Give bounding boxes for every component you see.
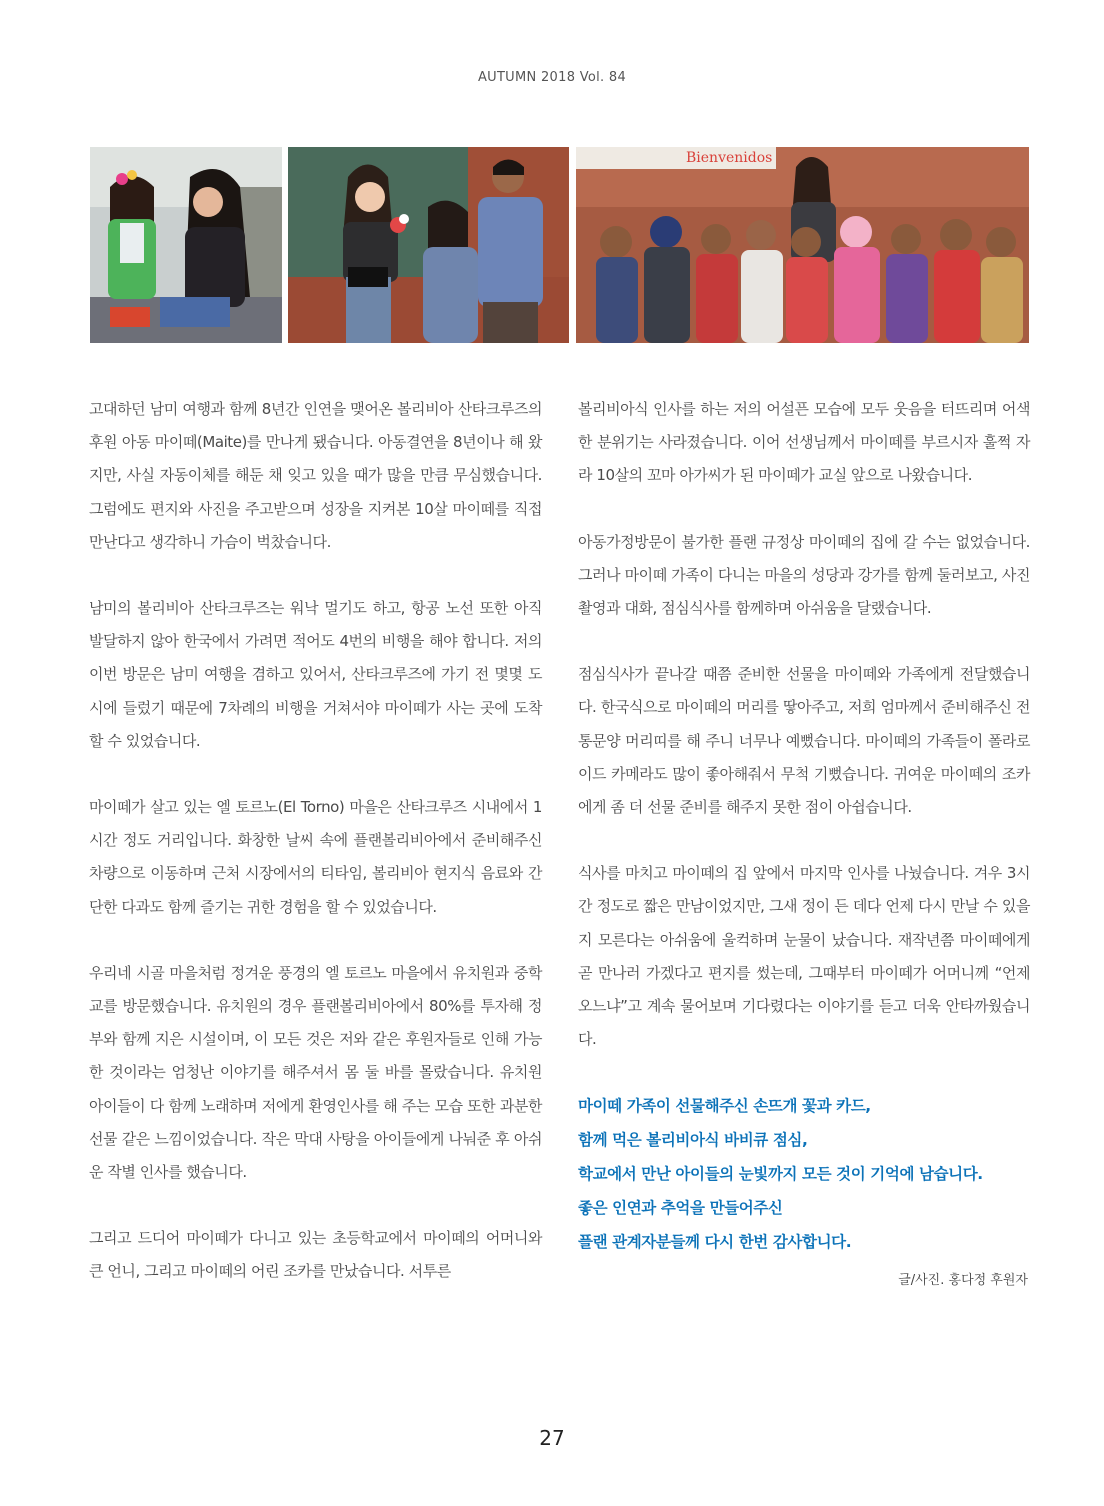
highlight-line: 좋은 인연과 추억을 만들어주신 <box>578 1199 783 1218</box>
highlight-line: 플랜 관계자분들께 다시 한번 감사합니다. <box>578 1233 852 1252</box>
author-credit: 글/사진. 홍다정 후원자 <box>898 1273 1028 1289</box>
paragraph: 마이떼가 살고 있는 엘 토르노(El Torno) 마을은 산타크루즈 시내에서 1시간 정도 거리입니다. 화창한 날씨 속에 플랜볼리비아에서 준비해주신 차량으로 이동하며 근처 시장에서의 티타임, 볼리비아 현지식 음료와 간단한 다과도 함께 즐기는 귀한 경험을 할 수 있었습니다. <box>89 798 542 916</box>
photo-girl-with-sponsor <box>90 147 282 343</box>
paragraph: 그리고 드디어 마이떼가 다니고 있는 초등학교에서 마이떼의 어머니와 큰 언니, 그리고 마이떼의 어린 조카를 만났습니다. 서투른 <box>89 1229 542 1281</box>
paragraph: 남미의 볼리비아 산타크루즈는 워낙 멀기도 하고, 항공 노선 또한 아직 발달하지 않아 한국에서 가려면 적어도 4번의 비행을 해야 합니다. 저의 이번 방문은 남미 여행을 겸하고 있어서, 산타크루즈에 가기 전 몇몇 도시에 들렀기 때문에 7차례의 비행을 거쳐서야 마이떼가 사는 곳에 도착할 수 있었습니다. <box>89 599 542 750</box>
svg-text:Bienvenidos: Bienvenidos <box>686 150 773 166</box>
highlight-line: 마이떼 가족이 선물해주신 손뜨개 꽃과 카드, <box>578 1097 871 1116</box>
photo-flower-gift-classroom <box>288 147 569 343</box>
photo-kindergarten-children <box>576 147 1029 343</box>
paragraph: 식사를 마치고 마이떼의 집 앞에서 마지막 인사를 나눴습니다. 겨우 3시간 정도로 짧은 만남이었지만, 그새 정이 든 데다 언제 다시 만날 수 있을지 모른다는 아쉬움에 울컥하며 눈물이 났습니다. 재작년쯤 마이떼에게 곧 만나러 가겠다고 편지를 썼는데, 그때부터 마이떼가 어머니께 “언제 오느냐”고 계속 물어보며 기다렸다는 이야기를 듣고 더욱 안타까웠습니다. <box>578 864 1030 1049</box>
page-number: 27 <box>539 1426 565 1450</box>
paragraph: 볼리비아식 인사를 하는 저의 어설픈 모습에 모두 웃음을 터뜨리며 어색한 분위기는 사라졌습니다. 이어 선생님께서 마이떼를 부르시자 훌쩍 자라 10살의 꼬마 아가씨가 된 마이떼가 교실 앞으로 나왔습니다. <box>578 400 1030 485</box>
article-column-right <box>578 393 1030 1288</box>
closing-highlight <box>578 1089 1030 1259</box>
highlight-line: 함께 먹은 볼리비아식 바비큐 점심, <box>578 1131 808 1150</box>
paragraph: 고대하던 남미 여행과 함께 8년간 인연을 맺어온 볼리비아 산타크루즈의 후원 아동 마이떼(Maite)를 만나게 됐습니다. 아동결연을 8년이나 해 왔지만, 사실 자동이체를 해둔 채 잊고 있을 때가 많을 만큼 무심했습니다. 그럼에도 편지와 사진을 주고받으며 성장을 지켜본 10살 마이떼를 직접 만난다고 생각하니 가슴이 벅찼습니다. <box>89 400 542 551</box>
highlight-line: 학교에서 만난 아이들의 눈빛까지 모든 것이 기억에 남습니다. <box>578 1165 983 1184</box>
article-column-left <box>89 393 542 1322</box>
paragraph: 점심식사가 끝나갈 때쯤 준비한 선물을 마이떼와 가족에게 전달했습니다. 한국식으로 마이떼의 머리를 땋아주고, 저희 엄마께서 준비해주신 전통문양 머리띠를 해 주니 너무나 예뻤습니다. 마이떼의 가족들이 폴라로이드 카메라도 많이 좋아해줘서 무척 기뻤습니다. 귀여운 마이떼의 조카에게 좀 더 선물 준비를 해주지 못한 점이 아쉽습니다. <box>578 665 1030 817</box>
paragraph: 우리네 시골 마을처럼 정겨운 풍경의 엘 토르노 마을에서 유치원과 중학교를 방문했습니다. 유치원의 경우 플랜볼리비아에서 80%를 투자해 정부와 함께 지은 시설이며, 이 모든 것은 저와 같은 후원자들로 인해 가능한 것이라는 엄청난 이야기를 해주셔서 몸 둘 바를 몰랐습니다. 유치원 아이들이 다 함께 노래하며 저에게 환영인사를 해 주는 모습 또한 과분한 선물 같은 느낌이었습니다. 작은 막대 사탕을 아이들에게 나눠준 후 아쉬운 작별 인사를 했습니다. <box>89 963 542 1182</box>
issue-header: AUTUMN 2018 Vol. 84 <box>477 70 627 85</box>
paragraph: 아동가정방문이 불가한 플랜 규정상 마이떼의 집에 갈 수는 없었습니다. 그러나 마이떼 가족이 다니는 마을의 성당과 강가를 함께 둘러보고, 사진 촬영과 대화, 점심식사를 함께하며 아쉬움을 달랬습니다. <box>578 532 1030 618</box>
